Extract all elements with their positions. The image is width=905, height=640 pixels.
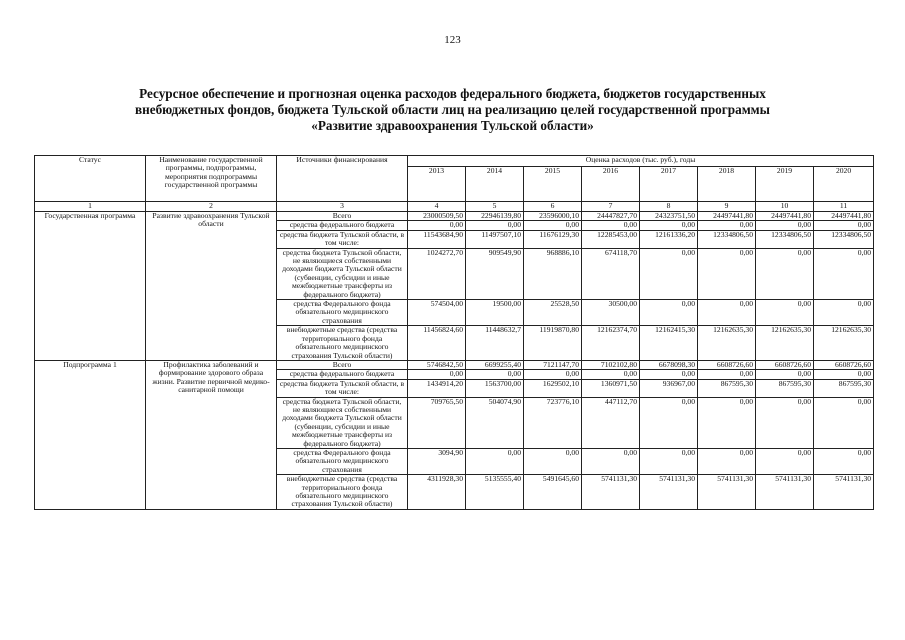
funding-source: внебюджетные средства (средства территориального фонда обязательного медицинского страхования Тульской области): [277, 326, 408, 361]
header-source: Источники финансирования: [277, 156, 408, 202]
amount-cell: 12334806,50: [698, 230, 756, 248]
amount-cell: 0,00: [408, 370, 466, 379]
amount-cell: 0,00: [814, 397, 874, 448]
amount-cell: 0,00: [814, 300, 874, 326]
column-index: 3: [277, 202, 408, 212]
amount-cell: 0,00: [466, 370, 524, 379]
amount-cell: 24447827,70: [582, 212, 640, 221]
amount-cell: 1360971,50: [582, 379, 640, 397]
amount-cell: 0,00: [640, 300, 698, 326]
budget-table-body: [35, 212, 874, 510]
amount-cell: 24497441,80: [814, 212, 874, 221]
funding-source: средства федерального бюджета: [277, 221, 408, 230]
amount-cell: 674118,70: [582, 248, 640, 299]
amount-cell: 3094,90: [408, 448, 466, 474]
header-year: 2016: [582, 167, 640, 202]
amount-cell: 0,00: [466, 448, 524, 474]
funding-source: средства Федерального фонда обязательного медицинского страхования: [277, 448, 408, 474]
budget-table: [34, 155, 874, 510]
amount-cell: 6608726,60: [756, 360, 814, 369]
amount-cell: 0,00: [408, 221, 466, 230]
amount-cell: 0,00: [640, 248, 698, 299]
amount-cell: 968886,10: [524, 248, 582, 299]
column-index: 6: [524, 202, 582, 212]
amount-cell: 5135555,40: [466, 475, 524, 510]
amount-cell: 12162415,30: [640, 326, 698, 361]
funding-source: средства Федерального фонда обязательного медицинского страхования: [277, 300, 408, 326]
header-year: 2020: [814, 167, 874, 202]
amount-cell: 0,00: [524, 370, 582, 379]
header-row: [35, 156, 874, 167]
row-status: Государственная программа: [35, 212, 146, 361]
column-index: 10: [756, 202, 814, 212]
amount-cell: 1024272,70: [408, 248, 466, 299]
row-status: Подпрограмма 1: [35, 360, 146, 509]
amount-cell: 24323751,50: [640, 212, 698, 221]
amount-cell: 30500,00: [582, 300, 640, 326]
amount-cell: 0,00: [756, 248, 814, 299]
funding-source: внебюджетные средства (средства территориального фонда обязательного медицинского страхования Тульской области): [277, 475, 408, 510]
amount-cell: 12162635,30: [698, 326, 756, 361]
amount-cell: 19500,00: [466, 300, 524, 326]
column-index: 5: [466, 202, 524, 212]
amount-cell: 0,00: [698, 300, 756, 326]
amount-cell: 709765,50: [408, 397, 466, 448]
header-year: 2013: [408, 167, 466, 202]
header-year: 2015: [524, 167, 582, 202]
amount-cell: 6699255,40: [466, 360, 524, 369]
amount-cell: 0,00: [640, 448, 698, 474]
amount-cell: 723776,10: [524, 397, 582, 448]
amount-cell: 0,00: [524, 448, 582, 474]
amount-cell: 7102102,80: [582, 360, 640, 369]
amount-cell: 0,00: [640, 370, 698, 379]
amount-cell: 12334806,50: [814, 230, 874, 248]
amount-cell: 0,00: [698, 448, 756, 474]
header-year: 2014: [466, 167, 524, 202]
amount-cell: 0,00: [698, 248, 756, 299]
amount-cell: 7121147,70: [524, 360, 582, 369]
amount-cell: 11919870,80: [524, 326, 582, 361]
funding-source: средства федерального бюджета: [277, 370, 408, 379]
amount-cell: 447112,70: [582, 397, 640, 448]
amount-cell: 11456824,60: [408, 326, 466, 361]
amount-cell: 4311928,30: [408, 475, 466, 510]
amount-cell: 0,00: [582, 370, 640, 379]
amount-cell: 12161336,20: [640, 230, 698, 248]
amount-cell: 0,00: [698, 370, 756, 379]
amount-cell: 504074,90: [466, 397, 524, 448]
amount-cell: 11543684,90: [408, 230, 466, 248]
amount-cell: 909549,90: [466, 248, 524, 299]
amount-cell: 0,00: [466, 221, 524, 230]
title-line-3: «Развитие здравоохранения Тульской области»: [311, 118, 594, 133]
amount-cell: 0,00: [756, 370, 814, 379]
column-index: 11: [814, 202, 874, 212]
amount-cell: 0,00: [756, 221, 814, 230]
amount-cell: 0,00: [640, 221, 698, 230]
funding-source: средства бюджета Тульской области, в том числе:: [277, 230, 408, 248]
amount-cell: 12162635,30: [756, 326, 814, 361]
amount-cell: 6678098,30: [640, 360, 698, 369]
amount-cell: 5741131,30: [756, 475, 814, 510]
amount-cell: 22946139,80: [466, 212, 524, 221]
table-row: [35, 212, 874, 221]
amount-cell: 24497441,80: [698, 212, 756, 221]
header-name: Наименование государственной программы, подпрограммы, мероприятия подпрограммы государственной программы: [146, 156, 277, 202]
header-estimate: Оценка расходов (тыс. руб.), годы: [408, 156, 874, 167]
column-index: 1: [35, 202, 146, 212]
column-index: 9: [698, 202, 756, 212]
amount-cell: 5491645,60: [524, 475, 582, 510]
header-status: Статус: [35, 156, 146, 202]
amount-cell: 6608726,60: [814, 360, 874, 369]
amount-cell: 867595,30: [756, 379, 814, 397]
amount-cell: 867595,30: [698, 379, 756, 397]
column-index: 2: [146, 202, 277, 212]
amount-cell: 11448632,7: [466, 326, 524, 361]
row-program-name: Профилактика заболеваний и формирование здорового образа жизни. Развитие первичной медико-санитарной помощи: [146, 360, 277, 509]
amount-cell: 25528,50: [524, 300, 582, 326]
amount-cell: 1434914,20: [408, 379, 466, 397]
amount-cell: 0,00: [524, 221, 582, 230]
funding-source: средства бюджета Тульской области, в том числе:: [277, 379, 408, 397]
column-index-row: [35, 202, 874, 212]
amount-cell: 1563700,00: [466, 379, 524, 397]
amount-cell: 5741131,30: [814, 475, 874, 510]
amount-cell: 0,00: [814, 370, 874, 379]
amount-cell: 5746842,50: [408, 360, 466, 369]
amount-cell: 12334806,50: [756, 230, 814, 248]
header-year: 2019: [756, 167, 814, 202]
amount-cell: 5741131,30: [640, 475, 698, 510]
amount-cell: 936967,00: [640, 379, 698, 397]
document-title: [60, 86, 845, 134]
amount-cell: 23596000,10: [524, 212, 582, 221]
amount-cell: 0,00: [582, 221, 640, 230]
amount-cell: 11676129,30: [524, 230, 582, 248]
amount-cell: 0,00: [640, 397, 698, 448]
amount-cell: 0,00: [814, 248, 874, 299]
title-line-2: внебюджетных фондов, бюджета Тульской области лиц на реализацию целей государственной программы: [135, 102, 770, 117]
amount-cell: 6608726,60: [698, 360, 756, 369]
amount-cell: 867595,30: [814, 379, 874, 397]
amount-cell: 0,00: [698, 397, 756, 448]
amount-cell: 5741131,30: [698, 475, 756, 510]
amount-cell: 0,00: [582, 448, 640, 474]
amount-cell: 0,00: [756, 397, 814, 448]
amount-cell: 23000509,50: [408, 212, 466, 221]
amount-cell: 0,00: [814, 448, 874, 474]
funding-source: средства бюджета Тульской области, не являющиеся собственными доходами бюджета Тульской области (субвенции, субсидии и иные межбюджетные трансферты из федерального бюджета): [277, 397, 408, 448]
amount-cell: 12285453,00: [582, 230, 640, 248]
title-line-1: Ресурсное обеспечение и прогнозная оценка расходов федерального бюджета, бюджетов государственных: [139, 86, 766, 101]
amount-cell: 0,00: [698, 221, 756, 230]
funding-source: средства бюджета Тульской области, не являющиеся собственными доходами бюджета Тульской области (субвенции, субсидии и иные межбюджетные трансферты из федерального бюджета): [277, 248, 408, 299]
amount-cell: 0,00: [756, 300, 814, 326]
amount-cell: 0,00: [756, 448, 814, 474]
header-year: 2018: [698, 167, 756, 202]
header-year: 2017: [640, 167, 698, 202]
column-index: 7: [582, 202, 640, 212]
table-row: [35, 360, 874, 369]
amount-cell: 0,00: [814, 221, 874, 230]
amount-cell: 5741131,30: [582, 475, 640, 510]
amount-cell: 574504,00: [408, 300, 466, 326]
row-program-name: Развитие здравоохранения Тульской области: [146, 212, 277, 361]
amount-cell: 12162374,70: [582, 326, 640, 361]
amount-cell: 12162635,30: [814, 326, 874, 361]
page-number: 123: [444, 34, 461, 46]
column-index: 8: [640, 202, 698, 212]
funding-source: Всего: [277, 212, 408, 221]
amount-cell: 11497507,10: [466, 230, 524, 248]
amount-cell: 24497441,80: [756, 212, 814, 221]
column-index: 4: [408, 202, 466, 212]
amount-cell: 1629502,10: [524, 379, 582, 397]
funding-source: Всего: [277, 360, 408, 369]
